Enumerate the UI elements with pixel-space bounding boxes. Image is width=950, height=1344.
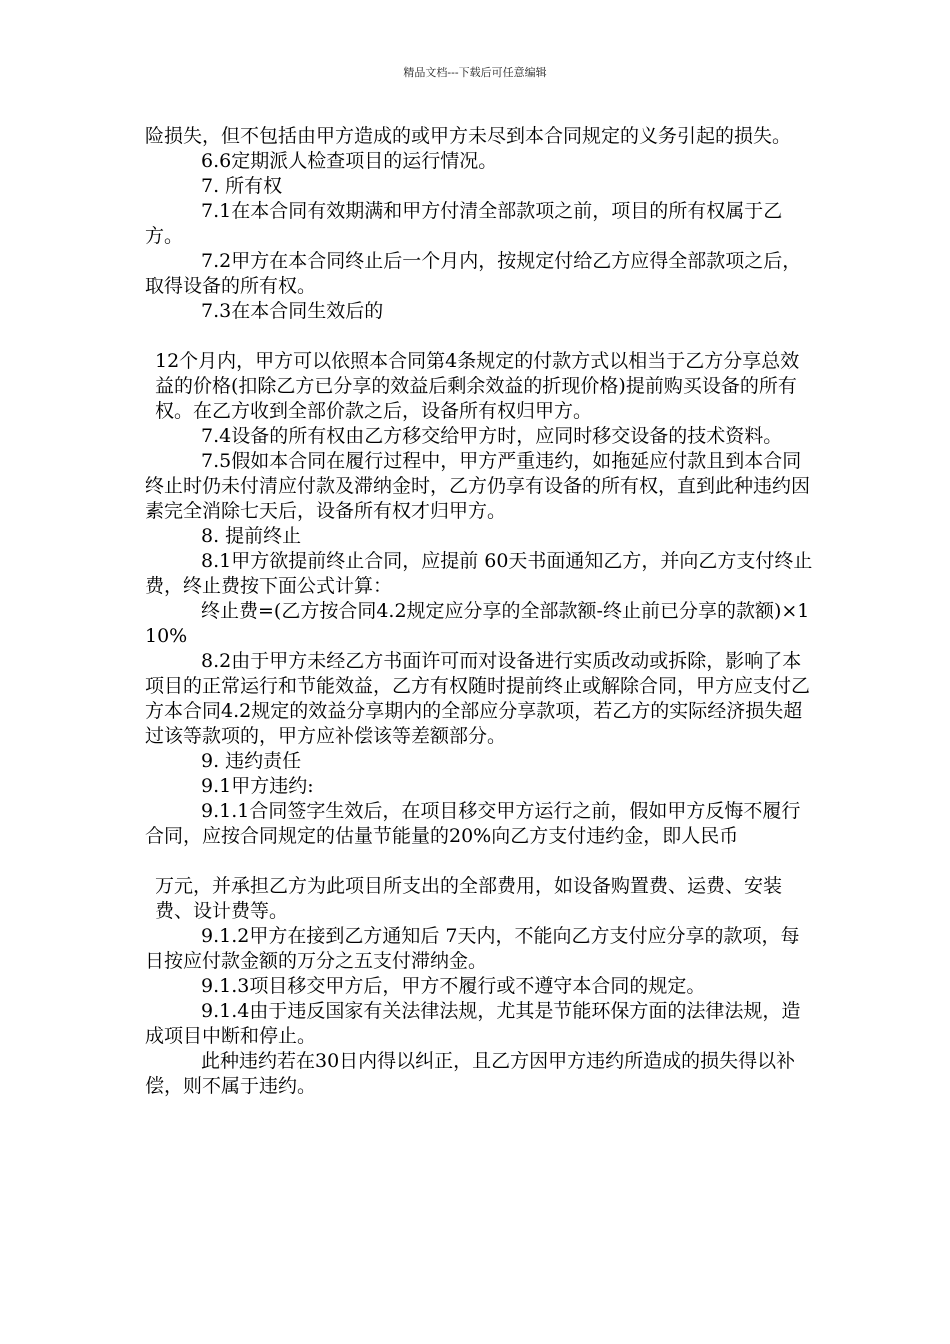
clause-7-4: 7.4设备的所有权由乙方移交给甲方时，应同时移交设备的技术资料。 bbox=[201, 425, 783, 447]
clause-7-5: 7.5假如本合同在履行过程中，甲方严重违约，如拖延应付款且到本合同终止时仍未付清应付款及滞纳金时，乙方仍享有设备的所有权，直到此种违约因素完全消除七天后，设备所有权才归甲方。 bbox=[145, 450, 811, 522]
termination-fee-formula: 终止费=(乙方按合同4.2规定应分享的全部款额-终止前已分享的款额)×110% bbox=[145, 600, 810, 647]
section-heading-7: 7. 所有权 bbox=[201, 175, 283, 197]
paragraph-gap bbox=[145, 324, 815, 349]
section-heading-8: 8. 提前终止 bbox=[201, 525, 302, 547]
clause-6-6: 6.6定期派人检查项目的运行情况。 bbox=[201, 150, 498, 172]
clause-9-1-2: 9.1.2甲方在接到乙方通知后 7天内，不能向乙方支付应分享的款项，每日按应付款金额的万分之五支付滞纳金。 bbox=[145, 925, 800, 972]
page-header: 精品文档---下载后可任意编辑 bbox=[403, 66, 547, 79]
clause-9-1: 9.1甲方违约: bbox=[201, 775, 314, 797]
clause-7-3: 7.3在本合同生效后的 bbox=[201, 300, 384, 322]
clause-9-1-1: 9.1.1合同签字生效后，在项目移交甲方运行之前，假如甲方反悔不履行合同，应按合同规定的估量节能量的20%向乙方支付违约金，即人民币 bbox=[145, 800, 801, 847]
clause-9-1-3: 9.1.3项目移交甲方后，甲方不履行或不遵守本合同的规定。 bbox=[201, 975, 706, 997]
clause-8-1: 8.1甲方欲提前终止合同，应提前 60天书面通知乙方，并向乙方支付终止费，终止费按下面公式计算： bbox=[145, 550, 813, 597]
section-heading-9: 9. 违约责任 bbox=[201, 750, 302, 772]
paragraph: 险损失，但不包括由甲方造成的或甲方未尽到本合同规定的义务引起的损失。 bbox=[145, 125, 792, 147]
clause-9-1-4: 9.1.4由于违反国家有关法律法规，尤其是节能环保方面的法律法规，造成项目中断和停止。 bbox=[145, 1000, 801, 1047]
document-body bbox=[145, 124, 815, 1099]
paragraph-gap bbox=[145, 849, 815, 874]
clause-8-2: 8.2由于甲方未经乙方书面许可而对设备进行实质改动或拆除，影响了本项目的正常运行和节能效益，乙方有权随时提前终止或解除合同，甲方应支付乙方本合同4.2规定的效益分享期内的全部应分享款项，若乙方的实际经济损失超过该等款项的，甲方应补偿该等差额部分。 bbox=[145, 650, 811, 747]
clause-7-3-continued: 12个月内，甲方可以依照本合同第4条规定的付款方式以相当于乙方分享总效益的价格(扣除乙方已分享的效益后剩余效益的折现价格)提前购买设备的所有权。在乙方收到全部价款之后，设备所有权归甲方。 bbox=[155, 350, 800, 422]
clause-7-1: 7.1在本合同有效期满和甲方付清全部款项之前，项目的所有权属于乙方。 bbox=[145, 200, 783, 247]
clause-7-2: 7.2甲方在本合同终止后一个月内，按规定付给乙方应得全部款项之后，取得设备的所有权。 bbox=[145, 250, 802, 297]
remedy-clause: 此种违约若在30日内得以纠正，且乙方因甲方违约所造成的损失得以补偿，则不属于违约。 bbox=[145, 1050, 796, 1097]
clause-9-1-1-continued: 万元，并承担乙方为此项目所支出的全部费用，如设备购置费、运费、安装费、设计费等。 bbox=[155, 875, 783, 922]
